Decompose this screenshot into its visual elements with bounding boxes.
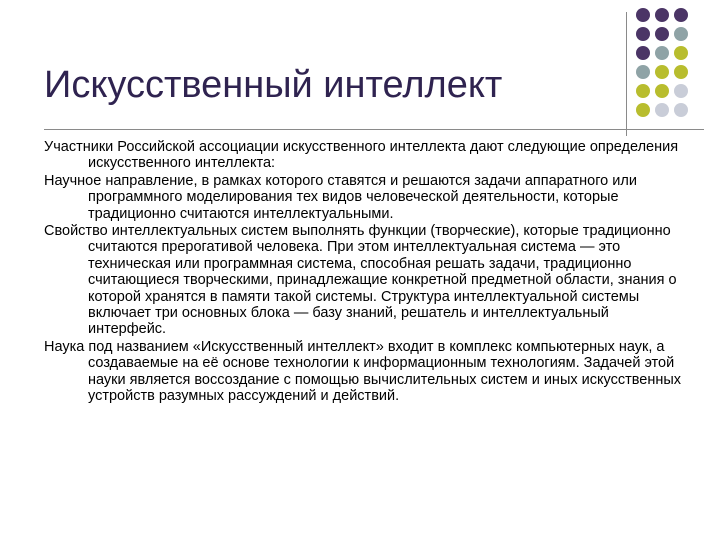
paragraph-association-intro: Участники Российской ассоциации искусственного интеллекта дают следующие определения искусственного интеллекта: [44, 139, 679, 172]
dot-olive [674, 65, 688, 79]
dot-purple [636, 46, 650, 60]
dot-purple [655, 27, 669, 41]
dot-purple [674, 8, 688, 22]
dot-teal [655, 46, 669, 60]
dot-teal [674, 27, 688, 41]
horizontal-divider [44, 129, 704, 130]
paragraph-science-definition: Наука под названием «Искусственный интеллект» входит в комплекс компьютерных наук, а создаваемые на её основе технологии к информационным технологиям. Задачей этой науки является воссоздание с помощью вычислительных систем и иных искусственных устройств разумных рассуждений и действий. [44, 338, 682, 405]
vertical-divider [626, 12, 627, 136]
dot-olive [636, 84, 650, 98]
paragraph-scientific-direction: Научное направление, в рамках которого ставятся и решаются задачи аппаратного или программного моделирования тех видов человеческой деятельности, которые традиционно считаются интеллектуальными. [44, 172, 637, 222]
dot-light-gray [674, 84, 688, 98]
dot-olive [636, 103, 650, 117]
paragraph-system-property: Свойство интеллектуальных систем выполнять функции (творческие), которые традиционно считаются прерогативой человека. При этом интеллектуальная система — это техническая или программная система, способная решать задачи, традиционно считающиеся творческими, принадлежащие конкретной предметной области, знания о которой хранятся в памяти такой системы. Структура интеллектуальной системы включает три основных блока — базу знаний, решатель и интеллектуальный интерфейс. [44, 223, 677, 338]
dot-olive [655, 84, 669, 98]
dot-purple [636, 27, 650, 41]
dot-olive [655, 65, 669, 79]
dot-teal [636, 65, 650, 79]
dot-light-gray [674, 103, 688, 117]
decorative-dot-grid [636, 8, 720, 128]
dot-purple [655, 8, 669, 22]
dot-purple [636, 8, 650, 22]
dot-light-gray [655, 103, 669, 117]
slide-title: Искусственный интеллект [44, 64, 503, 106]
slide-body [44, 139, 684, 406]
dot-olive [674, 46, 688, 60]
